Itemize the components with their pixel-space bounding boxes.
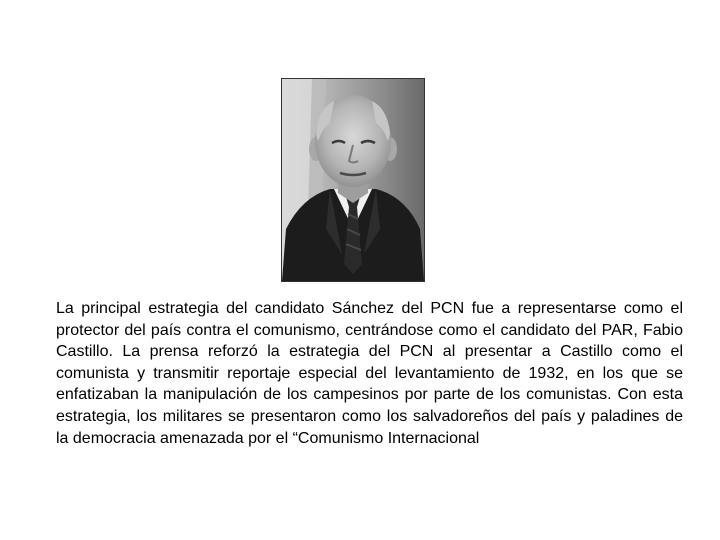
- portrait-illustration: [282, 79, 424, 281]
- portrait-photo: [281, 78, 425, 282]
- caption-text: La principal estrategia del candidato Sánchez del PCN fue a representarse como el protector del país contra el comunismo, centrándose como el candidato del PAR, Fabio Castillo. La prensa reforzó la estrategia del PCN al presentar a Castillo como el comunista y transmitir reportaje especial del levantamiento de 1932, en los que se enfatizaban la manipulación de los campesinos por parte de los comunistas. Con esta estrategia, los militares se presentaron como los salvadoreños del país y paladines de la democracia amenazada por el “Comunismo Internacional: [56, 300, 683, 447]
